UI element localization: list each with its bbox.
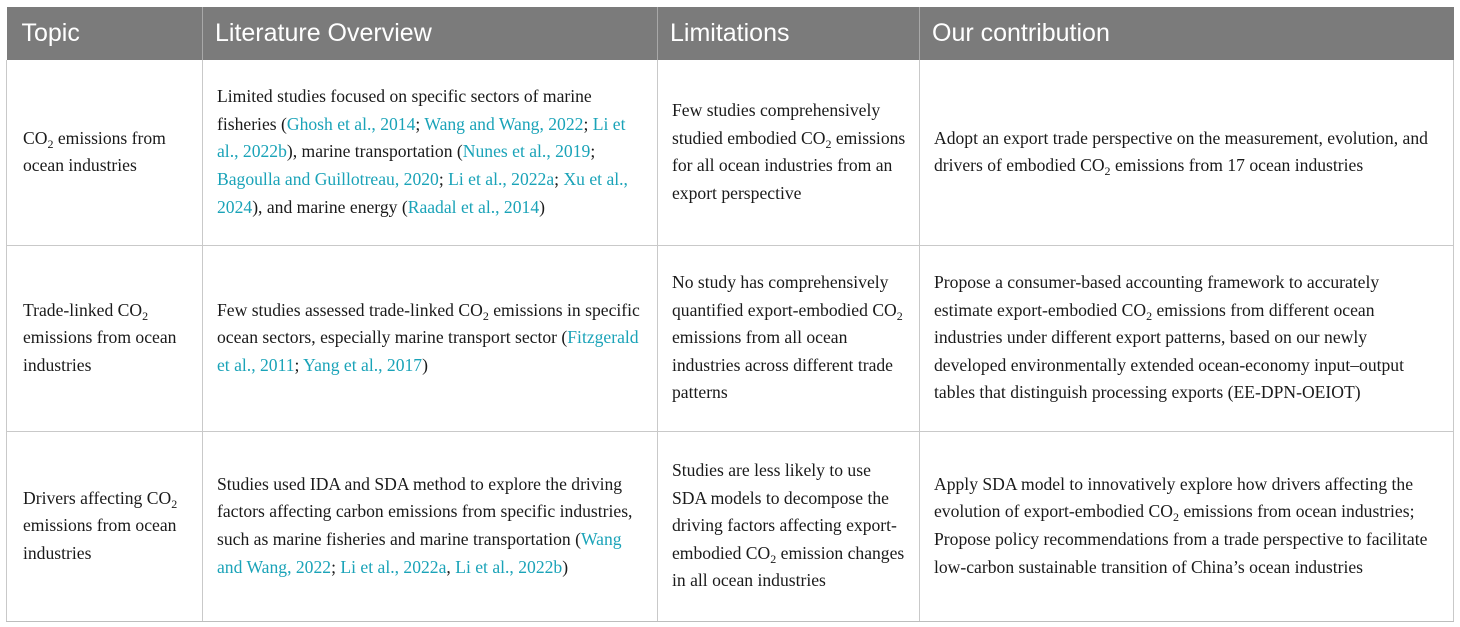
limitations-cell: Studies are less likely to use SDA models to decompose the driving factors affecting export-embodied $CO_2$ emission changes in all ocean industries (658, 431, 920, 621)
citation-link[interactable]: Li et al., 2022a (340, 556, 447, 577)
header-topic: Topic (21, 19, 80, 47)
topic-cell: Drivers affecting $CO_2$ emissions from ocean industries (7, 431, 203, 621)
header-limitations: Limitations (658, 7, 920, 60)
table-row (7, 431, 1454, 621)
topic-cell: Trade-linked $CO_2$ emissions from ocean industries (7, 245, 203, 431)
literature-comparison-table (6, 7, 1454, 622)
header-row (7, 7, 1454, 60)
citation-link[interactable]: Fitzgerald et al., 2011 (217, 327, 639, 375)
literature-cell: Few studies assessed trade-linked $CO_2$ emissions in specific ocean sectors, especially marine transport sector (Fitzgerald et al., 2011; Yang et al., 2017) (203, 245, 658, 431)
citation-link[interactable]: Nunes et al., 2019 (462, 141, 591, 162)
table-row (7, 60, 1454, 245)
limitations-cell: No study has comprehensively quantified export-embodied $CO_2$ emissions from all ocean industries across different trade patterns (658, 245, 920, 431)
co2-subscript: 2 (47, 136, 54, 151)
contribution-cell: Adopt an export trade perspective on the measurement, evolution, and drivers of embodied $CO_2$ emissions from 17 ocean industries (920, 60, 1454, 245)
citation-link[interactable]: Li et al., 2022b (217, 113, 626, 162)
citation-link[interactable]: Bagoulla and Guillotreau, 2020 (217, 169, 439, 190)
citation-link[interactable]: Wang and Wang, 2022 (424, 113, 584, 134)
citation-link[interactable]: Li et al., 2022a (448, 169, 555, 190)
table-row (7, 245, 1454, 431)
citation-link[interactable]: Raadal et al., 2014 (407, 196, 540, 217)
citation-link[interactable]: Wang and Wang, 2022 (217, 529, 622, 577)
header-our-contribution: Our contribution (920, 7, 1454, 60)
citation-link[interactable]: Yang et al., 2017 (303, 354, 423, 375)
contribution-cell: Propose a consumer-based accounting framework to accurately estimate export-embodied $CO_2$ emissions from different ocean industries under different export patterns, based on our newly developed environmentally extended ocean-economy input–output tables that distinguish processing exports (EE-DPN-OEIOT) (920, 245, 1454, 431)
contribution-cell: Apply SDA model to innovatively explore how drivers affecting the evolution of export-embodied $CO_2$ emissions from ocean industries; Propose policy recommendations from a trade perspective to facilitate low-carbon sustainable transition of China’s ocean industries (920, 431, 1454, 621)
citation-link[interactable]: Ghosh et al., 2014 (286, 113, 416, 134)
co2-co: CO (23, 127, 48, 148)
literature-cell: Studies used IDA and SDA method to explore the driving factors affecting carbon emissions from specific industries, such as marine fisheries and marine transportation (Wang and Wang, 2022; Li et al., 2022a, Li et al., 2022b) (203, 431, 658, 621)
header-literature-overview: Literature Overview (203, 7, 658, 60)
literature-cell: Limited studies focused on specific sectors of marine fisheries (Ghosh et al., 2014; Wang and Wang, 2022; Li et al., 2022b), marine transportation (Nunes et al., 2019; Bagoulla and Guillotreau, 2020; Li et al., 2022a; Xu et al., 2024), and marine energy (Raadal et al., 2014) (203, 60, 658, 245)
limitations-cell: Few studies comprehensively studied embodied $CO_2$ emissions for all ocean industries from an export perspective (658, 60, 920, 245)
citation-link[interactable]: Xu et al., 2024 (217, 169, 628, 217)
topic-cell: $CO_2$ emissions from ocean industries (7, 60, 203, 245)
citation-link[interactable]: Li et al., 2022b (455, 556, 563, 577)
